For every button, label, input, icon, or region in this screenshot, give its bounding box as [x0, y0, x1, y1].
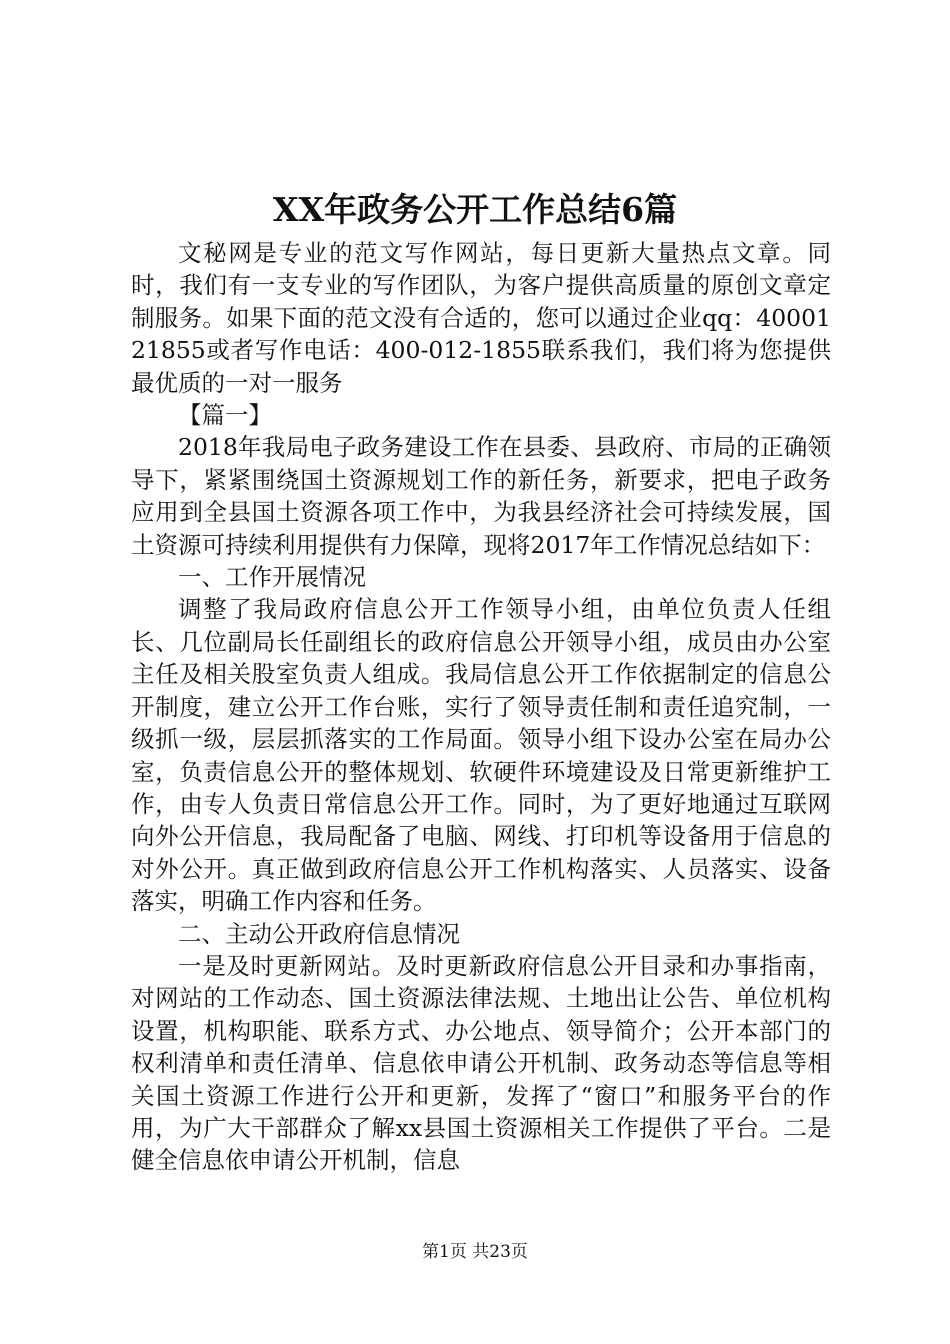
document-body — [131, 237, 831, 1177]
body-paragraph: 调整了我局政府信息公开工作领导小组，由单位负责人任组长、几位副局长任副组长的政府信息公开领导小组，成员由办公室主任及相关股室负责人组成。我局信息公开工作依据制定的信息公开制度，建立公开工作台账，实行了领导责任制和责任追究制，一级抓一级，层层抓落实的工作局面。领导小组下设办公室在局办公室，负责信息公开的整体规划、软硬件环境建设及日常更新维护工作，由专人负责日常信息公开工作。同时，为了更好地通过互联网向外公开信息，我局配备了电脑、网线、打印机等设备用于信息的对外公开。真正做到政府信息公开工作机构落实、人员落实、设备落实，明确工作内容和任务。 — [131, 595, 831, 916]
section-heading: 二、主动公开政府信息情况 — [178, 919, 460, 948]
section-heading-part-one: 【篇一】 — [178, 401, 272, 430]
body-paragraph: 2018年我局电子政务建设工作在县委、县政府、市局的正确领导下，紧紧围绕国土资源规划工作的新任务，新要求，把电子政务应用到全县国土资源各项工作中，为我县经济社会可持续发展，国土资源可持续利用提供有力保障，现将2017年工作情况总结如下： — [131, 433, 831, 559]
intro-paragraph: 文秘网是专业的范文写作网站，每日更新大量热点文章。同时，我们有一支专业的写作团队，为客户提供高质量的原创文章定制服务。如果下面的范文没有合适的，您可以通过企业qq：4000121855或者写作电话：400-012-1855联系我们，我们将为您提供最优质的一对一服务 — [131, 239, 831, 397]
document-title: XX年政务公开工作总结6篇 — [272, 190, 678, 229]
page-number-footer: 第1页 共23页 — [422, 1242, 528, 1262]
body-paragraph: 一是及时更新网站。及时更新政府信息公开目录和办事指南，对网站的工作动态、国土资源法律法规、土地出让公告、单位机构设置，机构职能、联系方式、办公地点、领导简介；公开本部门的权利清单和责任清单、信息依申请公开机制、政务动态等信息等相关国土资源工作进行公开和更新，发挥了“窗口”和服务平台的作用，为广大干部群众了解xx县国土资源相关工作提供了平台。二是健全信息依申请公开机制，信息 — [131, 951, 831, 1175]
section-heading: 一、工作开展情况 — [178, 563, 366, 592]
